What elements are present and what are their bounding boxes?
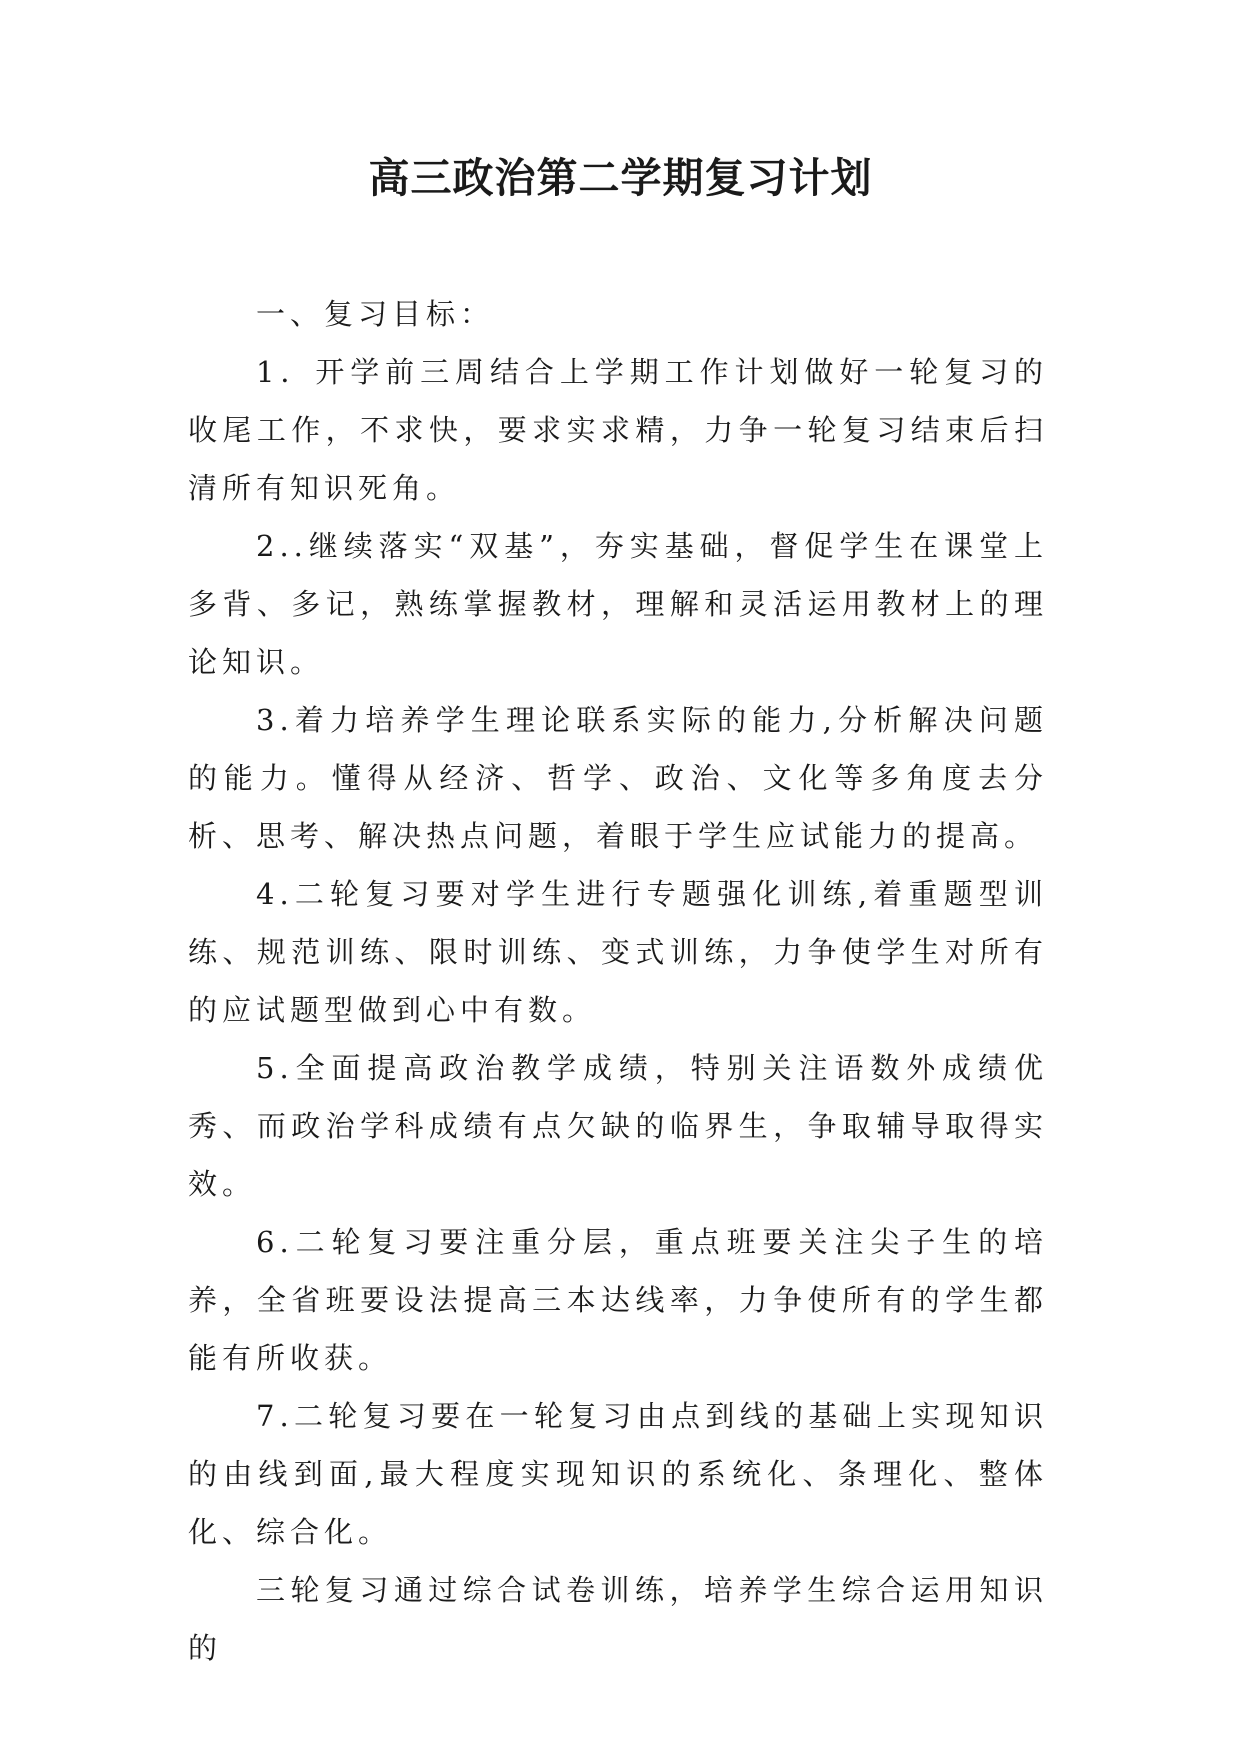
paragraph-item-5: 5.全面提高政治教学成绩，特别关注语数外成绩优秀、而政治学科成绩有点欠缺的临界生，争取辅导取得实效。	[188, 1051, 1048, 1201]
paragraph-item-4: 4.二轮复习要对学生进行专题强化训练,着重题型训练、规范训练、限时训练、变式训练，力争使学生对所有的应试题型做到心中有数。	[188, 877, 1048, 1027]
paragraph-item-2: 2..继续落实“双基”，夯实基础，督促学生在课堂上多背、多记，熟练掌握教材，理解和灵活运用教材上的理论知识。	[188, 529, 1048, 679]
paragraph-item-6: 6.二轮复习要注重分层，重点班要关注尖子生的培养，全省班要设法提高三本达线率，力争使所有的学生都能有所收获。	[188, 1225, 1048, 1375]
document-body	[188, 285, 1048, 1677]
document-title: 高三政治第二学期复习计划	[368, 154, 873, 202]
paragraph-third-round: 三轮复习通过综合试卷训练，培养学生综合运用知识的	[188, 1573, 1048, 1665]
paragraph-item-7: 7.二轮复习要在一轮复习由点到线的基础上实现知识的由线到面,最大程度实现知识的系统化、条理化、整体化、综合化。	[188, 1399, 1048, 1549]
paragraph-item-3: 3.着力培养学生理论联系实际的能力,分析解决问题的能力。懂得从经济、哲学、政治、文化等多角度去分析、思考、解决热点问题，着眼于学生应试能力的提高。	[188, 703, 1048, 853]
paragraph-section-heading: 一、复习目标：	[256, 297, 495, 331]
paragraph-item-1: 1．开学前三周结合上学期工作计划做好一轮复习的收尾工作，不求快，要求实求精，力争一轮复习结束后扫清所有知识死角。	[188, 355, 1048, 505]
